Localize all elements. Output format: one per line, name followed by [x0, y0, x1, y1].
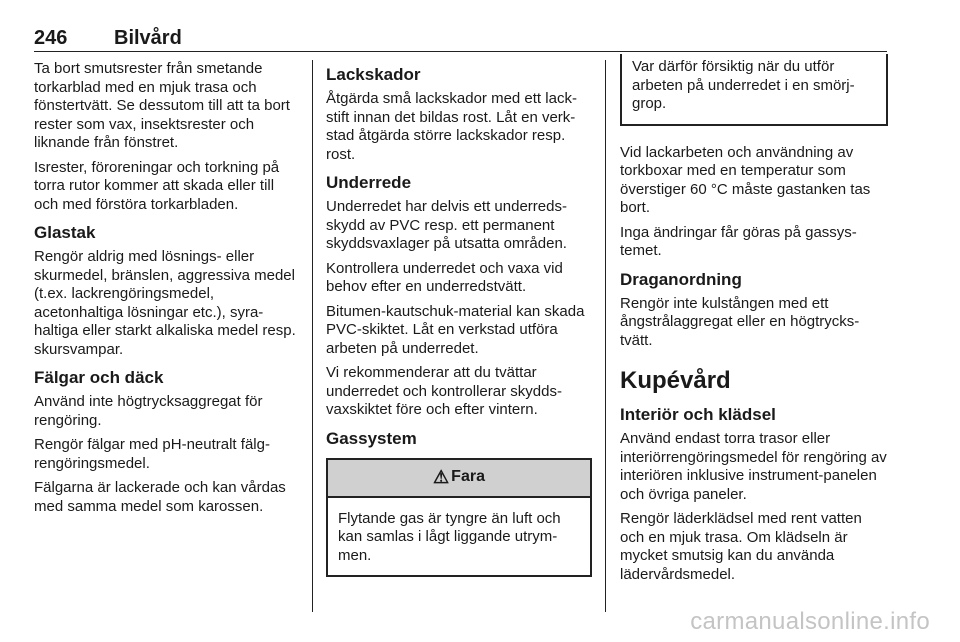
paragraph-underrede-2: Kontrollera underredet och vaxa vid behov efter en underredstvätt. [326, 259, 563, 295]
heading-gassystem: Gassystem [326, 428, 417, 448]
paragraph-falgar-3: Fälgarna är lackerade och kan vårdas med samma medel som karossen. [34, 479, 286, 515]
danger-title: Fara [451, 468, 485, 486]
danger-box-continuation [620, 54, 888, 126]
paragraph-glastak: Rengör aldrig med lösnings- eller skurmedel, bränslen, aggressiva medel (t.ex. lackrengöringsmedel, acetonhaltiga lösningar etc.), syra-haltiga eller starkt alkaliska medel resp. skursvampar. [34, 248, 296, 358]
heading-underrede: Underrede [326, 173, 412, 192]
paragraph-wiper-residue: Ta bort smutsrester från smetande torkarblad med en mjuk trasa och fönstertvätt. Se dessutom till att ta bort rester som vax, insektsrester och liknande från fönstret. [34, 60, 290, 151]
paragraph-draganordning: Rengör inte kulstången med ett ångstrålaggregat eller en högtrycks-tvätt. [620, 294, 860, 349]
paragraph-interior-2: Rengör läderklädsel med rent vatten och en mjuk trasa. Om klädseln är mycket smutsig kan du använda lädervårdsmedel. [620, 510, 862, 583]
danger-text: Flytande gas är tyngre än luft och kan samlas i lågt liggande utrym-men. [338, 509, 561, 564]
page-number: 246 [34, 27, 68, 49]
heading-lackskador: Lackskador [326, 65, 421, 84]
column-1 [34, 60, 302, 522]
heading-kupevard: Kupévård [620, 367, 731, 394]
paragraph-falgar-1: Använd inte högtrycksaggregat för rengöring. [34, 393, 263, 429]
section-title: Bilvård [114, 27, 182, 49]
page-header [34, 26, 887, 50]
heading-draganordning: Draganordning [620, 269, 742, 289]
heading-interior: Interiör och klädsel [620, 405, 776, 424]
paragraph-falgar-2: Rengör fälgar med pH-neutralt fälg-rengöringsmedel. [34, 436, 270, 472]
heading-glastak: Glastak [34, 223, 96, 242]
header-divider [34, 51, 887, 52]
column-2 [326, 60, 592, 577]
warning-triangle-icon: ⚠ [433, 467, 450, 488]
column-divider-2 [605, 60, 606, 612]
paragraph-gas-changes: Inga ändringar får göras på gassys-temet. [620, 223, 857, 259]
paragraph-interior-1: Använd endast torra trasor eller interiörrengöringsmedel för rengöring av interiören inklusive instrument-panelen och övriga paneler. [620, 430, 887, 503]
danger-header [328, 460, 590, 498]
paragraph-gas-paint: Vid lackarbeten och användning av torkboxar med en temperatur som överstiger 60 °C måste gastanken tas bort. [620, 143, 871, 216]
danger-continuation-text: Var därför försiktig när du utför arbeten på underredet i en smörj-grop. [632, 58, 855, 112]
heading-falgar: Fälgar och däck [34, 368, 164, 387]
paragraph-lackskador: Åtgärda små lackskador med ett lack-stift innan det bildas rost. Låt en verk-stad åtgärda större lackskador resp. rost. [326, 90, 577, 163]
watermark: carmanualsonline.info [690, 608, 930, 635]
paragraph-underrede-3: Bitumen-kautschuk-material kan skada PVC-skiktet. Låt en verkstad utföra arbeten på underredet. [326, 302, 585, 357]
column-divider-1 [312, 60, 313, 612]
paragraph-wiper-damage: Isrester, föroreningar och torkning på torra rutor kommer att skada eller till och med förstöra torkarbladen. [34, 158, 280, 213]
column-3 [620, 60, 888, 590]
paragraph-underrede-1: Underredet har delvis ett underreds-skydd av PVC resp. ett permanent skyddsvaxlager på utsatta områden. [326, 198, 567, 252]
danger-box [326, 458, 592, 578]
paragraph-underrede-4: Vi rekommenderar att du tvättar underredet och kontrollerar skydds-vaxskiktet före och efter vintern. [326, 364, 562, 418]
